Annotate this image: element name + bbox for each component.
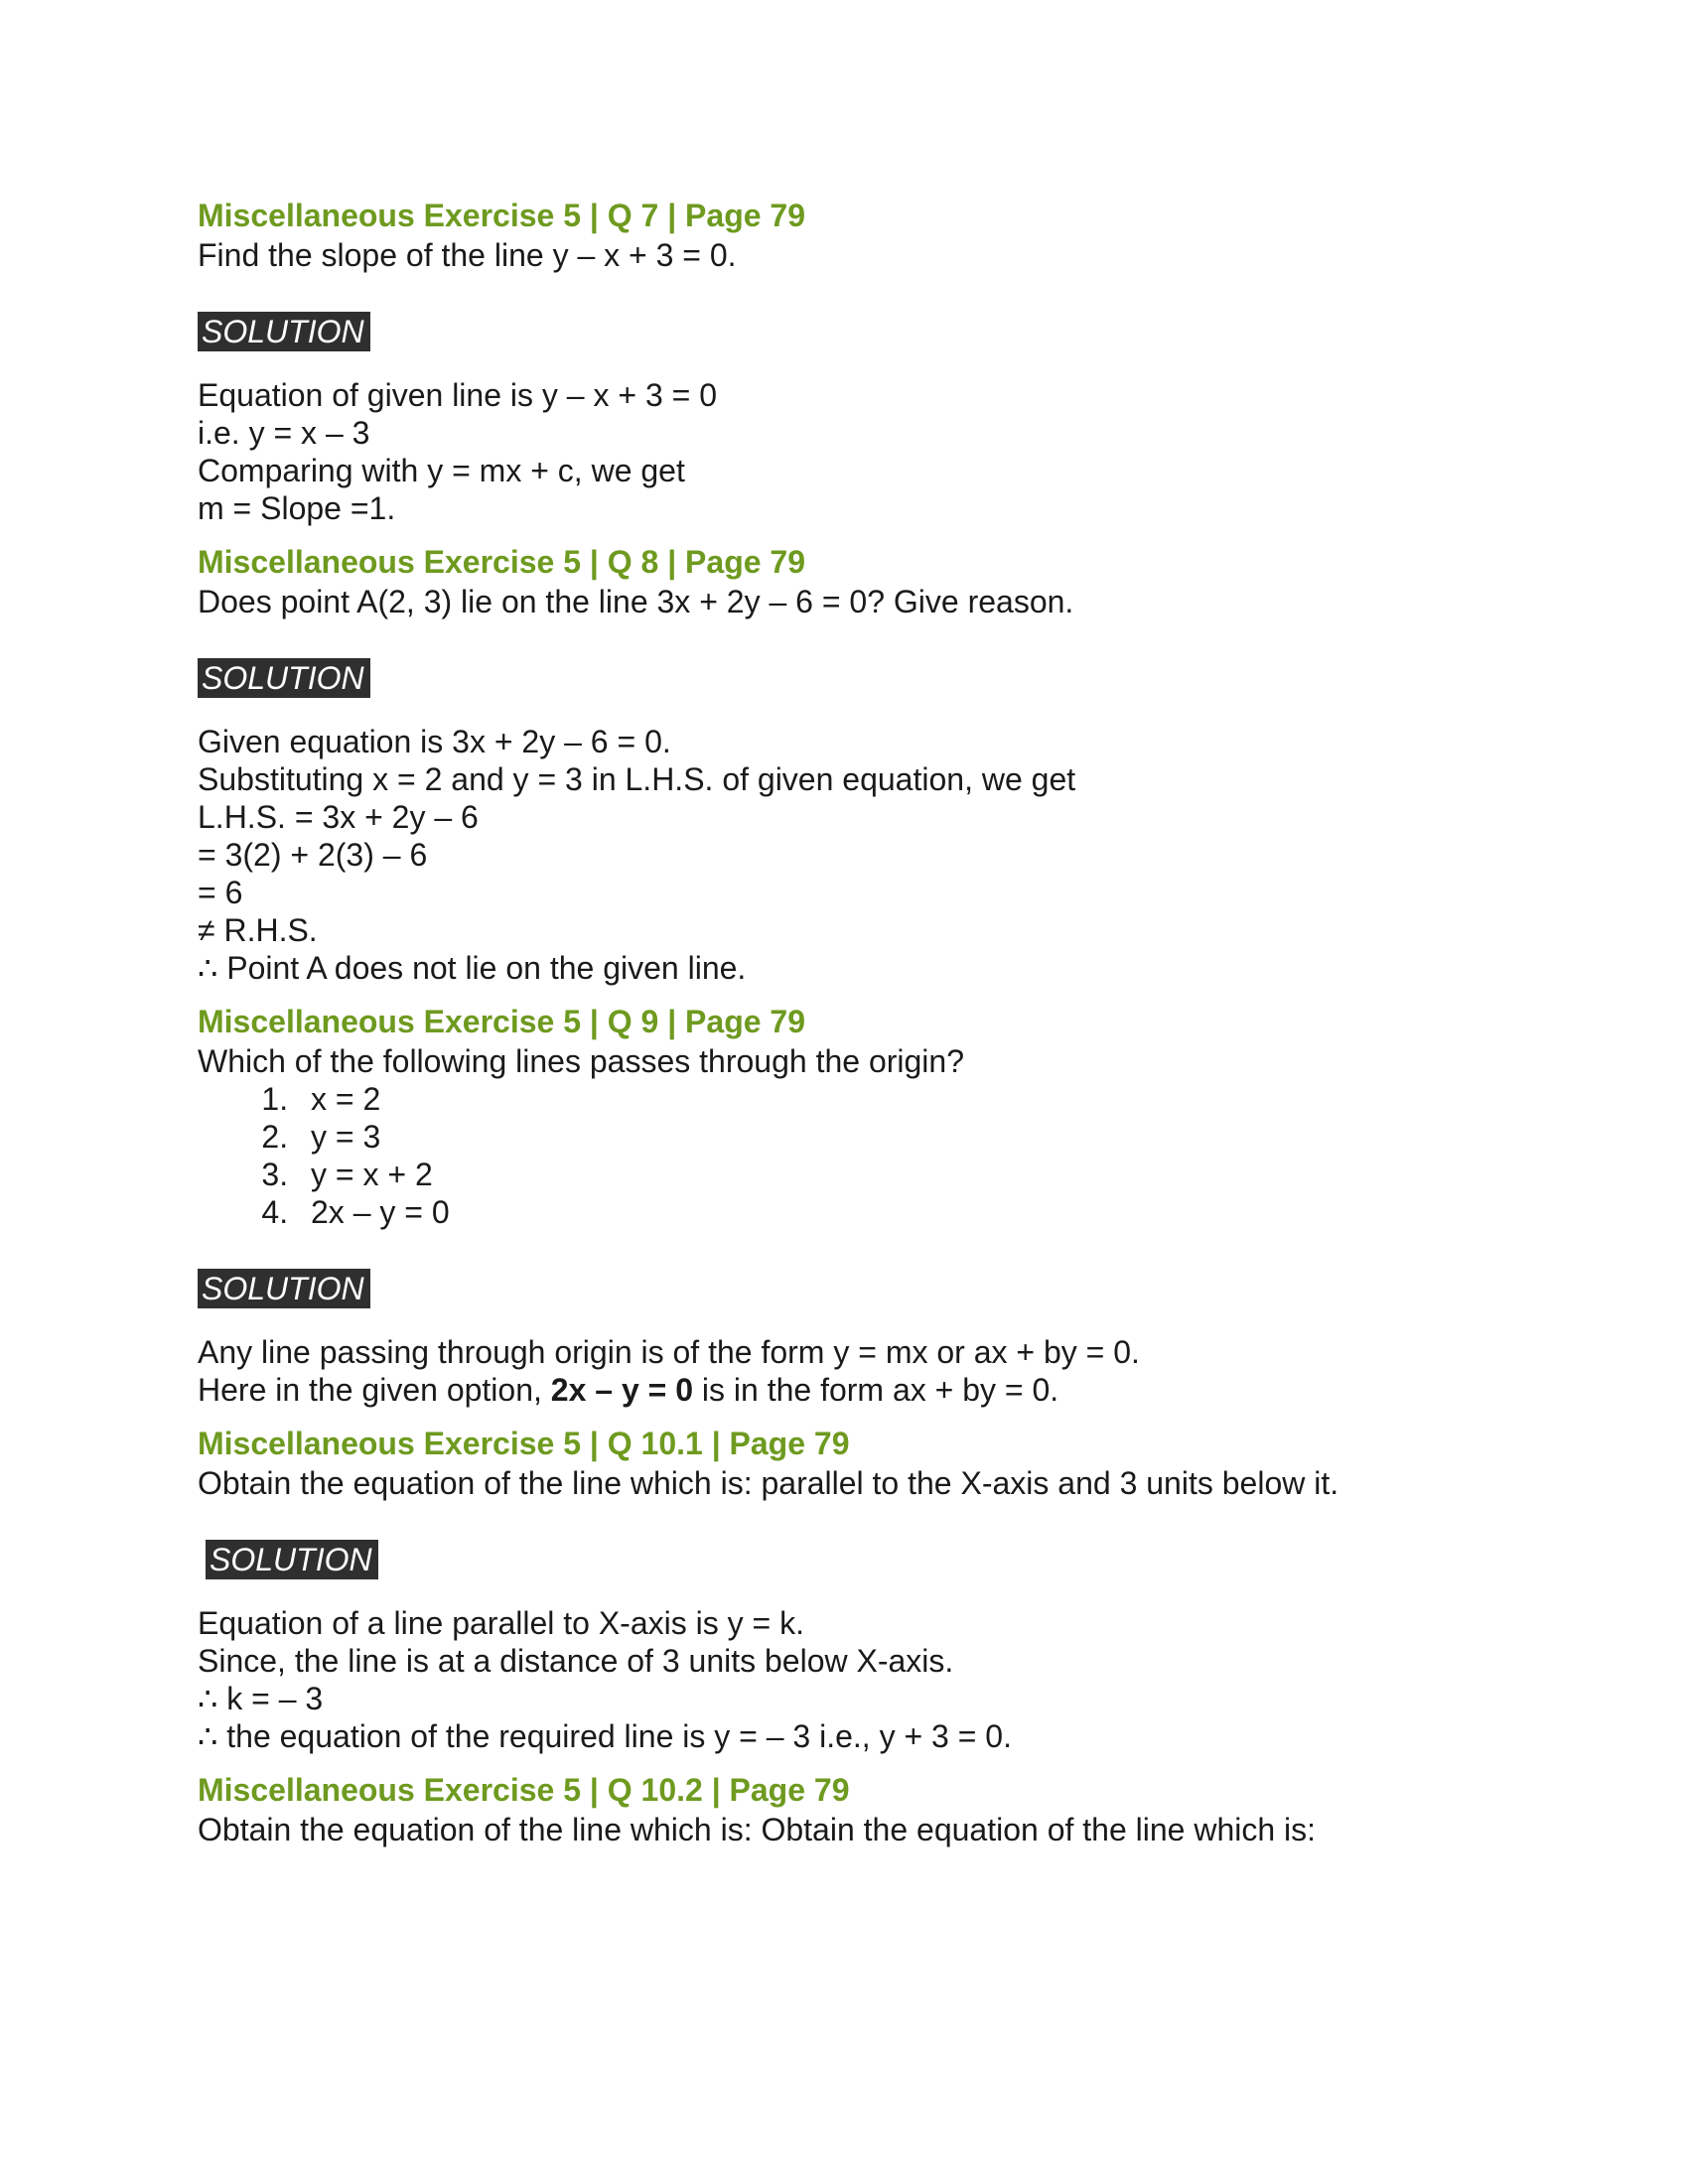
solution-line: Equation of given line is y – x + 3 = 0 [198,377,717,413]
solution-line: Comparing with y = mx + c, we get [198,453,685,488]
solution-line: ∴ k = – 3 [198,1681,324,1716]
option-item: 1. x = 2 [297,1080,1508,1118]
solution-line: ∴ the equation of the required line is y = – 3 i.e., y + 3 = 0. [198,1718,1012,1754]
question-text: Find the slope of the line y – x + 3 = 0. [198,237,737,273]
document-page [198,195,1508,1848]
solution-line: i.e. y = x – 3 [198,415,370,451]
question-heading: Miscellaneous Exercise 5 | Q 8 | Page 79 [198,544,806,580]
option-item: 4. 2x – y = 0 [297,1193,1508,1231]
solution-badge: SOLUTION [198,312,370,351]
question-text: Which of the following lines passes through the origin? [198,1043,964,1079]
question-text: Obtain the equation of the line which is: parallel to the X-axis and 3 units below it. [198,1465,1339,1501]
question-section-q8 [198,541,1508,987]
question-text: Does point A(2, 3) lie on the line 3x + 2y – 6 = 0? Give reason. [198,584,1074,619]
options-list [198,1080,1508,1231]
solution-line: Since, the line is at a distance of 3 units below X-axis. [198,1643,954,1679]
question-text: Obtain the equation of the line which is: Obtain the equation of the line which is: [198,1812,1317,1847]
question-section-q9 [198,1001,1508,1409]
solution-text: is in the form ax + by = 0. [693,1372,1059,1408]
question-section-q10-1 [198,1423,1508,1755]
question-section-q7 [198,195,1508,527]
option-item: 2. y = 3 [297,1118,1508,1156]
solution-line: ≠ R.H.S. [198,912,318,948]
solution-badge: SOLUTION [198,658,370,698]
solution-badge: SOLUTION [206,1540,378,1579]
solution-line: Any line passing through origin is of the form y = mx or ax + by = 0. [198,1334,1140,1370]
solution-line: ∴ Point A does not lie on the given line. [198,950,747,986]
solution-line: m = Slope =1. [198,490,396,526]
solution-body [198,1604,1508,1755]
question-heading: Miscellaneous Exercise 5 | Q 10.2 | Page 79 [198,1772,850,1808]
solution-body [198,723,1508,987]
solution-line: L.H.S. = 3x + 2y – 6 [198,799,479,835]
solution-line [198,1371,1508,1409]
question-section-q10-2 [198,1769,1508,1848]
solution-badge: SOLUTION [198,1269,370,1308]
solution-body [198,1333,1508,1409]
option-item: 3. y = x + 2 [297,1156,1508,1193]
solution-line: = 3(2) + 2(3) – 6 [198,837,428,873]
solution-line: Given equation is 3x + 2y – 6 = 0. [198,724,671,759]
answer-equation: 2x – y = 0 [550,1372,694,1408]
solution-body [198,376,1508,527]
solution-line: Equation of a line parallel to X-axis is y = k. [198,1605,804,1641]
solution-line: = 6 [198,875,243,910]
question-heading: Miscellaneous Exercise 5 | Q 7 | Page 79 [198,198,806,233]
question-heading: Miscellaneous Exercise 5 | Q 9 | Page 79 [198,1004,806,1039]
solution-line: Substituting x = 2 and y = 3 in L.H.S. of given equation, we get [198,761,1076,797]
question-heading: Miscellaneous Exercise 5 | Q 10.1 | Page 79 [198,1426,850,1461]
solution-text: Here in the given option, [198,1372,551,1408]
